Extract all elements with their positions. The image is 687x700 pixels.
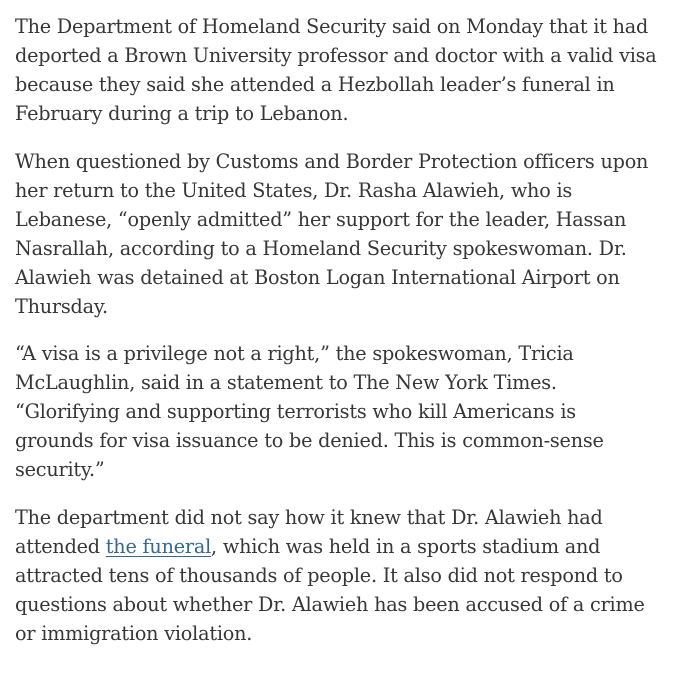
paragraph-visa-quote: “A visa is a privilege not a right,” the spokeswoman, Tricia McLaughlin, said in a statement to The New York Times. “Glorifying and supporting terrorists who kill Americans is grounds for visa issuance to be denied. This is common-sense security.” <box>15 342 604 481</box>
paragraph-funeral <box>15 503 675 648</box>
paragraph-questioned: When questioned by Customs and Border Protection officers upon her return to the United States, Dr. Rasha Alawieh, who is Lebanese, “openly admitted” her support for the leader, Hassan Nasrallah, according to a Homeland Security spokeswoman. Dr. Alawieh was detained at Boston Logan International Airport on Thursday. <box>15 150 649 318</box>
paragraph-deportation: The Department of Homeland Security said on Monday that it had deported a Brown University professor and doctor with a valid visa because they said she attended a Hezbollah leader’s funeral in February during a trip to Lebanon. <box>15 15 657 125</box>
article-body <box>15 12 675 667</box>
paragraph-funeral-before: The department did not say how it knew that Dr. Alawieh had attended <box>15 506 603 558</box>
funeral-link[interactable]: the funeral <box>105 535 212 558</box>
paragraph-funeral-after: , which was held in a sports stadium and attracted tens of thousands of people. It also did not respond to questions about whether Dr. Alawieh has been accused of a crime or immigration violation. <box>15 535 645 645</box>
